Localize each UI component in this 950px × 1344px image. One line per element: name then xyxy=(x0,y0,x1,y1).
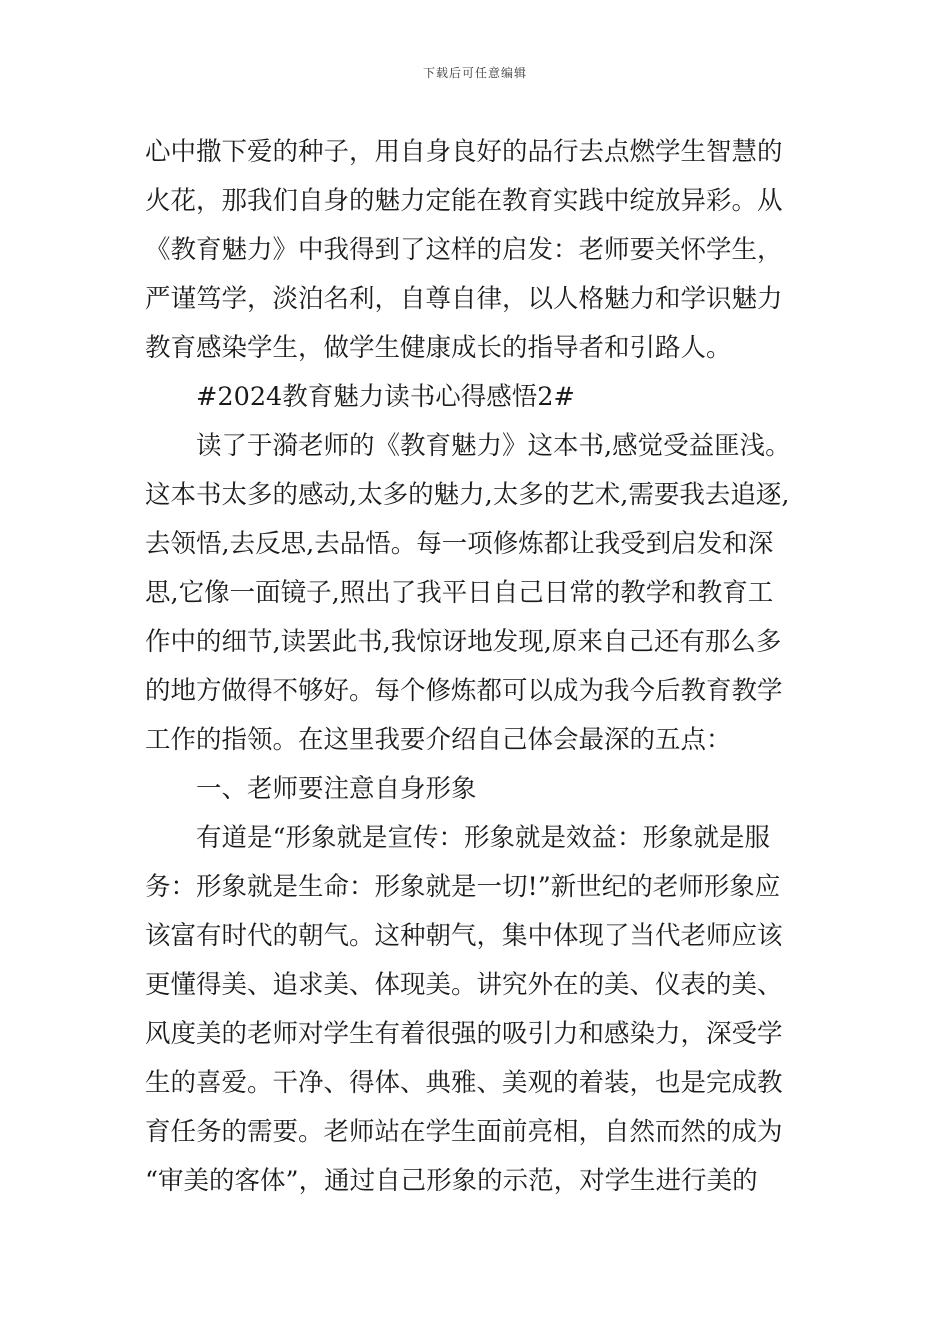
text-line: 严谨笃学，淡泊名利，自尊自律，以人格魅力和学识魅力 xyxy=(145,284,783,314)
text-line: 思,它像一面镜子,照出了我平日自己日常的教学和教育工 xyxy=(145,578,774,608)
subsection-heading: 一、老师要注意自身形象 xyxy=(196,774,477,804)
text-line: 工作的指领。在这里我要介绍自己体会最深的五点： xyxy=(145,725,732,755)
section-heading: #2024教育魅力读书心得感悟2# xyxy=(196,382,575,412)
text-line: 生的喜爱。干净、得体、典雅、美观的着装，也是完成教 xyxy=(145,1068,783,1098)
text-line: 作中的细节,读罢此书,我惊讶地发现,原来自己还有那么多 xyxy=(145,627,782,657)
document-body xyxy=(145,128,810,1206)
text-line: 育任务的需要。老师站在学生面前亮相，自然而然的成为 xyxy=(145,1117,783,1147)
text-line: 心中撒下爱的种子，用自身良好的品行去点燃学生智慧的 xyxy=(145,137,783,167)
text-line: 务：形象就是生命：形象就是一切!”新世纪的老师形象应 xyxy=(145,872,781,902)
text-line: 该富有时代的朝气。这种朝气，集中体现了当代老师应该 xyxy=(145,921,783,951)
text-line: 的地方做得不够好。每个修炼都可以成为我今后教育教学 xyxy=(145,676,783,706)
text-line: 风度美的老师对学生有着很强的吸引力和感染力，深受学 xyxy=(145,1019,783,1049)
text-line: 教育感染学生，做学生健康成长的指导者和引路人。 xyxy=(145,333,732,363)
text-line: “审美的客体”，通过自己形象的示范，对学生进行美的 xyxy=(145,1166,758,1196)
text-line: 火花，那我们自身的魅力定能在教育实践中绽放异彩。从 xyxy=(145,186,783,216)
text-line: 去领悟,去反思,去品悟。每一项修炼都让我受到启发和深 xyxy=(145,529,774,559)
text-line: 读了于漪老师的《教育魅力》这本书,感觉受益匪浅。 xyxy=(196,431,791,461)
text-line: 这本书太多的感动,太多的魅力,太多的艺术,需要我去追逐, xyxy=(145,480,790,510)
text-line: 《教育魅力》中我得到了这样的启发：老师要关怀学生， xyxy=(145,235,783,265)
page-header: 下载后可任意编辑 xyxy=(422,66,527,80)
text-line: 有道是“形象就是宣传：形象就是效益：形象就是服 xyxy=(196,823,771,853)
text-line: 更懂得美、追求美、体现美。讲究外在的美、仪表的美、 xyxy=(145,970,783,1000)
